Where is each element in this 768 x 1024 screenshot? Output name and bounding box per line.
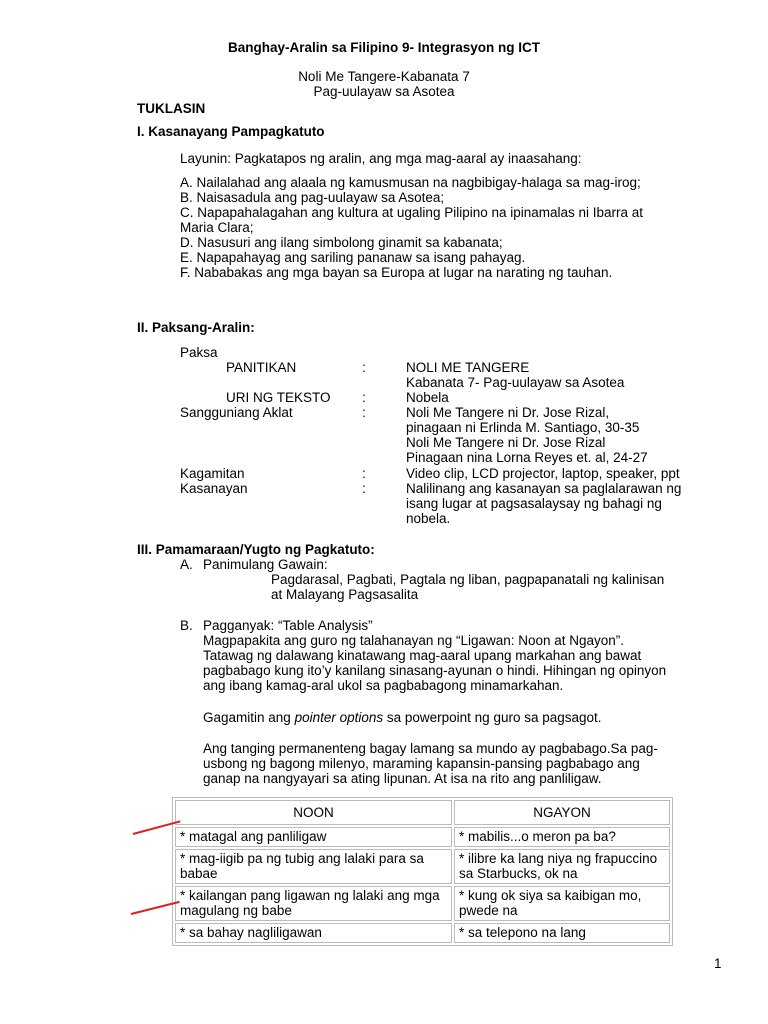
section-2-heading: II. Paksang-Aralin: [137,320,255,335]
pointer-em: pointer options [294,710,384,725]
table-cell-ngayon: * mabilis...o meron pa ba? [454,827,670,847]
table-row [175,827,670,847]
table-row [175,886,670,921]
sanggunian-colon: : [362,405,366,420]
page-number: 1 [714,956,722,971]
panitikan-label: PANITIKAN [226,360,297,375]
pointer-pre: Gagamitin ang [203,710,295,725]
closing-paragraph [203,741,658,786]
step-a-title: Panimulang Gawain: [203,557,328,572]
objectives-list [180,175,643,280]
step-b-body-line-1: Magpapakita ang guro ng talahanayan ng “Ligawan: Noon at Ngayon”. [203,633,625,648]
sanggunian-value-4: Pinagaan nina Lorna Reyes et. al, 24-27 [406,450,648,465]
document-title: Banghay-Aralin sa Filipino 9- Integrasyon ng ICT [227,40,541,55]
closing-line-2: usbong ng bagong milenyo, maraming kapansin-pansing pagbabago ang [203,756,640,771]
step-b-title: Pagganyak: “Table Analysis” [203,618,373,633]
sanggunian-value-1: Noli Me Tangere ni Dr. Jose Rizal, [406,405,610,420]
step-b-label: B. [180,618,193,633]
objective-b: B. Naisasadula ang pag-uulayaw sa Asotea; [180,190,445,205]
closing-line-1: Ang tanging permanenteng bagay lamang sa mundo ay pagbabago.Sa pag- [203,741,658,756]
table-header-row [175,800,670,825]
sanggunian-values [406,405,648,465]
table-row [175,923,670,943]
kagamitan-label: Kagamitan [180,466,245,481]
uri-colon: : [362,390,366,405]
paksa-label: Paksa [180,345,218,360]
uri-value: Nobela [406,390,449,405]
panitikan-value-title: NOLI ME TANGERE [406,360,530,375]
table-cell-ngayon: * ilibre ka lang niya ng frapuccino sa Starbucks, ok na [454,849,670,884]
objective-a: A. Nailalahad ang alaala ng kamusmusan na nagbibigay-halaga sa mag-irog; [180,175,641,190]
table-header-ngayon: NGAYON [454,800,670,825]
pointer-options-sentence [203,710,602,725]
table-row [175,849,670,884]
kasanayan-value-1: Nalilinang ang kasanayan sa paglalarawan ng [406,481,682,496]
closing-line-3: ganap na nangyayari sa ating lipunan. At isa na rito ang panliligaw. [203,771,602,786]
objectives-intro: Layunin: Pagkatapos ng aralin, ang mga mag-aaral ay inaasahang: [180,151,582,166]
tuklasin-heading: TUKLASIN [137,101,206,116]
step-a-body-line-2: at Malayang Pagsasalita [271,587,419,602]
kasanayan-colon: : [362,481,366,496]
kagamitan-colon: : [362,466,366,481]
step-a-body [271,572,664,602]
table-cell-ngayon: * sa telepono na lang [454,923,670,943]
table-cell-noon: * matagal ang panliligaw [175,827,452,847]
step-a-body-line-1: Pagdarasal, Pagbati, Pagtala ng liban, pagpapanatali ng kalinisan [271,572,665,587]
kasanayan-label: Kasanayan [180,481,248,496]
sanggunian-value-2: pinagaan ni Erlinda M. Santiago, 30-35 [406,420,640,435]
document-subtitle-topic: Pag-uulayaw sa Asotea [313,84,455,99]
panitikan-value-chapter: Kabanata 7- Pag-uulayaw sa Asotea [406,375,625,390]
step-a-label: A. [180,557,193,572]
panitikan-colon: : [362,360,366,375]
panitikan-values [406,360,624,390]
table-cell-noon: * mag-iigib pa ng tubig ang lalaki para sa babae [175,849,452,884]
document-subtitle-chapter: Noli Me Tangere-Kabanata 7 [298,69,470,84]
kasanayan-value-2: isang lugar at pagsasalaysay ng bahagi ng [406,496,662,511]
section-3-heading: III. Pamamaraan/Yugto ng Pagkatuto: [137,542,375,557]
objective-c-cont: Maria Clara; [180,220,254,235]
sanggunian-label: Sangguniang Aklat [180,405,293,420]
table-cell-ngayon: * kung ok siya sa kaibigan mo, pwede na [454,886,670,921]
table-cell-noon: * kailangan pang ligawan ng lalaki ang mga magulang ng babe [175,886,452,921]
kasanayan-values [406,481,681,526]
section-1-heading: I. Kasanayang Pampagkatuto [137,124,325,139]
table-header-noon: NOON [175,800,452,825]
step-b-body-line-2: Tatawag ng dalawang kinatawang mag-aaral upang markahan ang bawat [203,648,642,663]
step-b-body-line-4: ang ibang kamag-aral ukol sa pagbabagong minamarkahan. [203,678,564,693]
pointer-post: sa powerpoint ng guro sa pagsagot. [383,710,602,725]
objective-d: D. Nasusuri ang ilang simbolong ginamit sa kabanata; [180,235,503,250]
objective-e: E. Napapahayag ang sariling pananaw sa isang pahayag. [180,250,526,265]
objective-f: F. Nababakas ang mga bayan sa Europa at lugar na narating ng tauhan. [180,265,613,280]
uri-label: URI NG TEKSTO [226,390,331,405]
sanggunian-value-3: Noli Me Tangere ni Dr. Jose Rizal [406,435,606,450]
step-b-body-line-3: pagbabago kung ito’y kanilang sinasang-ayunan o hindi. Hihingan ng opinyon [203,663,667,678]
objective-c: C. Napapahalagahan ang kultura at ugaling Pilipino na ipinamalas ni Ibarra at [180,205,644,220]
kasanayan-value-3: nobela. [406,511,451,526]
table-cell-noon: * sa bahay nagliligawan [175,923,452,943]
kagamitan-value: Video clip, LCD projector, laptop, speaker, ppt [406,466,680,481]
step-b-body [203,633,666,693]
comparison-table [172,797,673,946]
